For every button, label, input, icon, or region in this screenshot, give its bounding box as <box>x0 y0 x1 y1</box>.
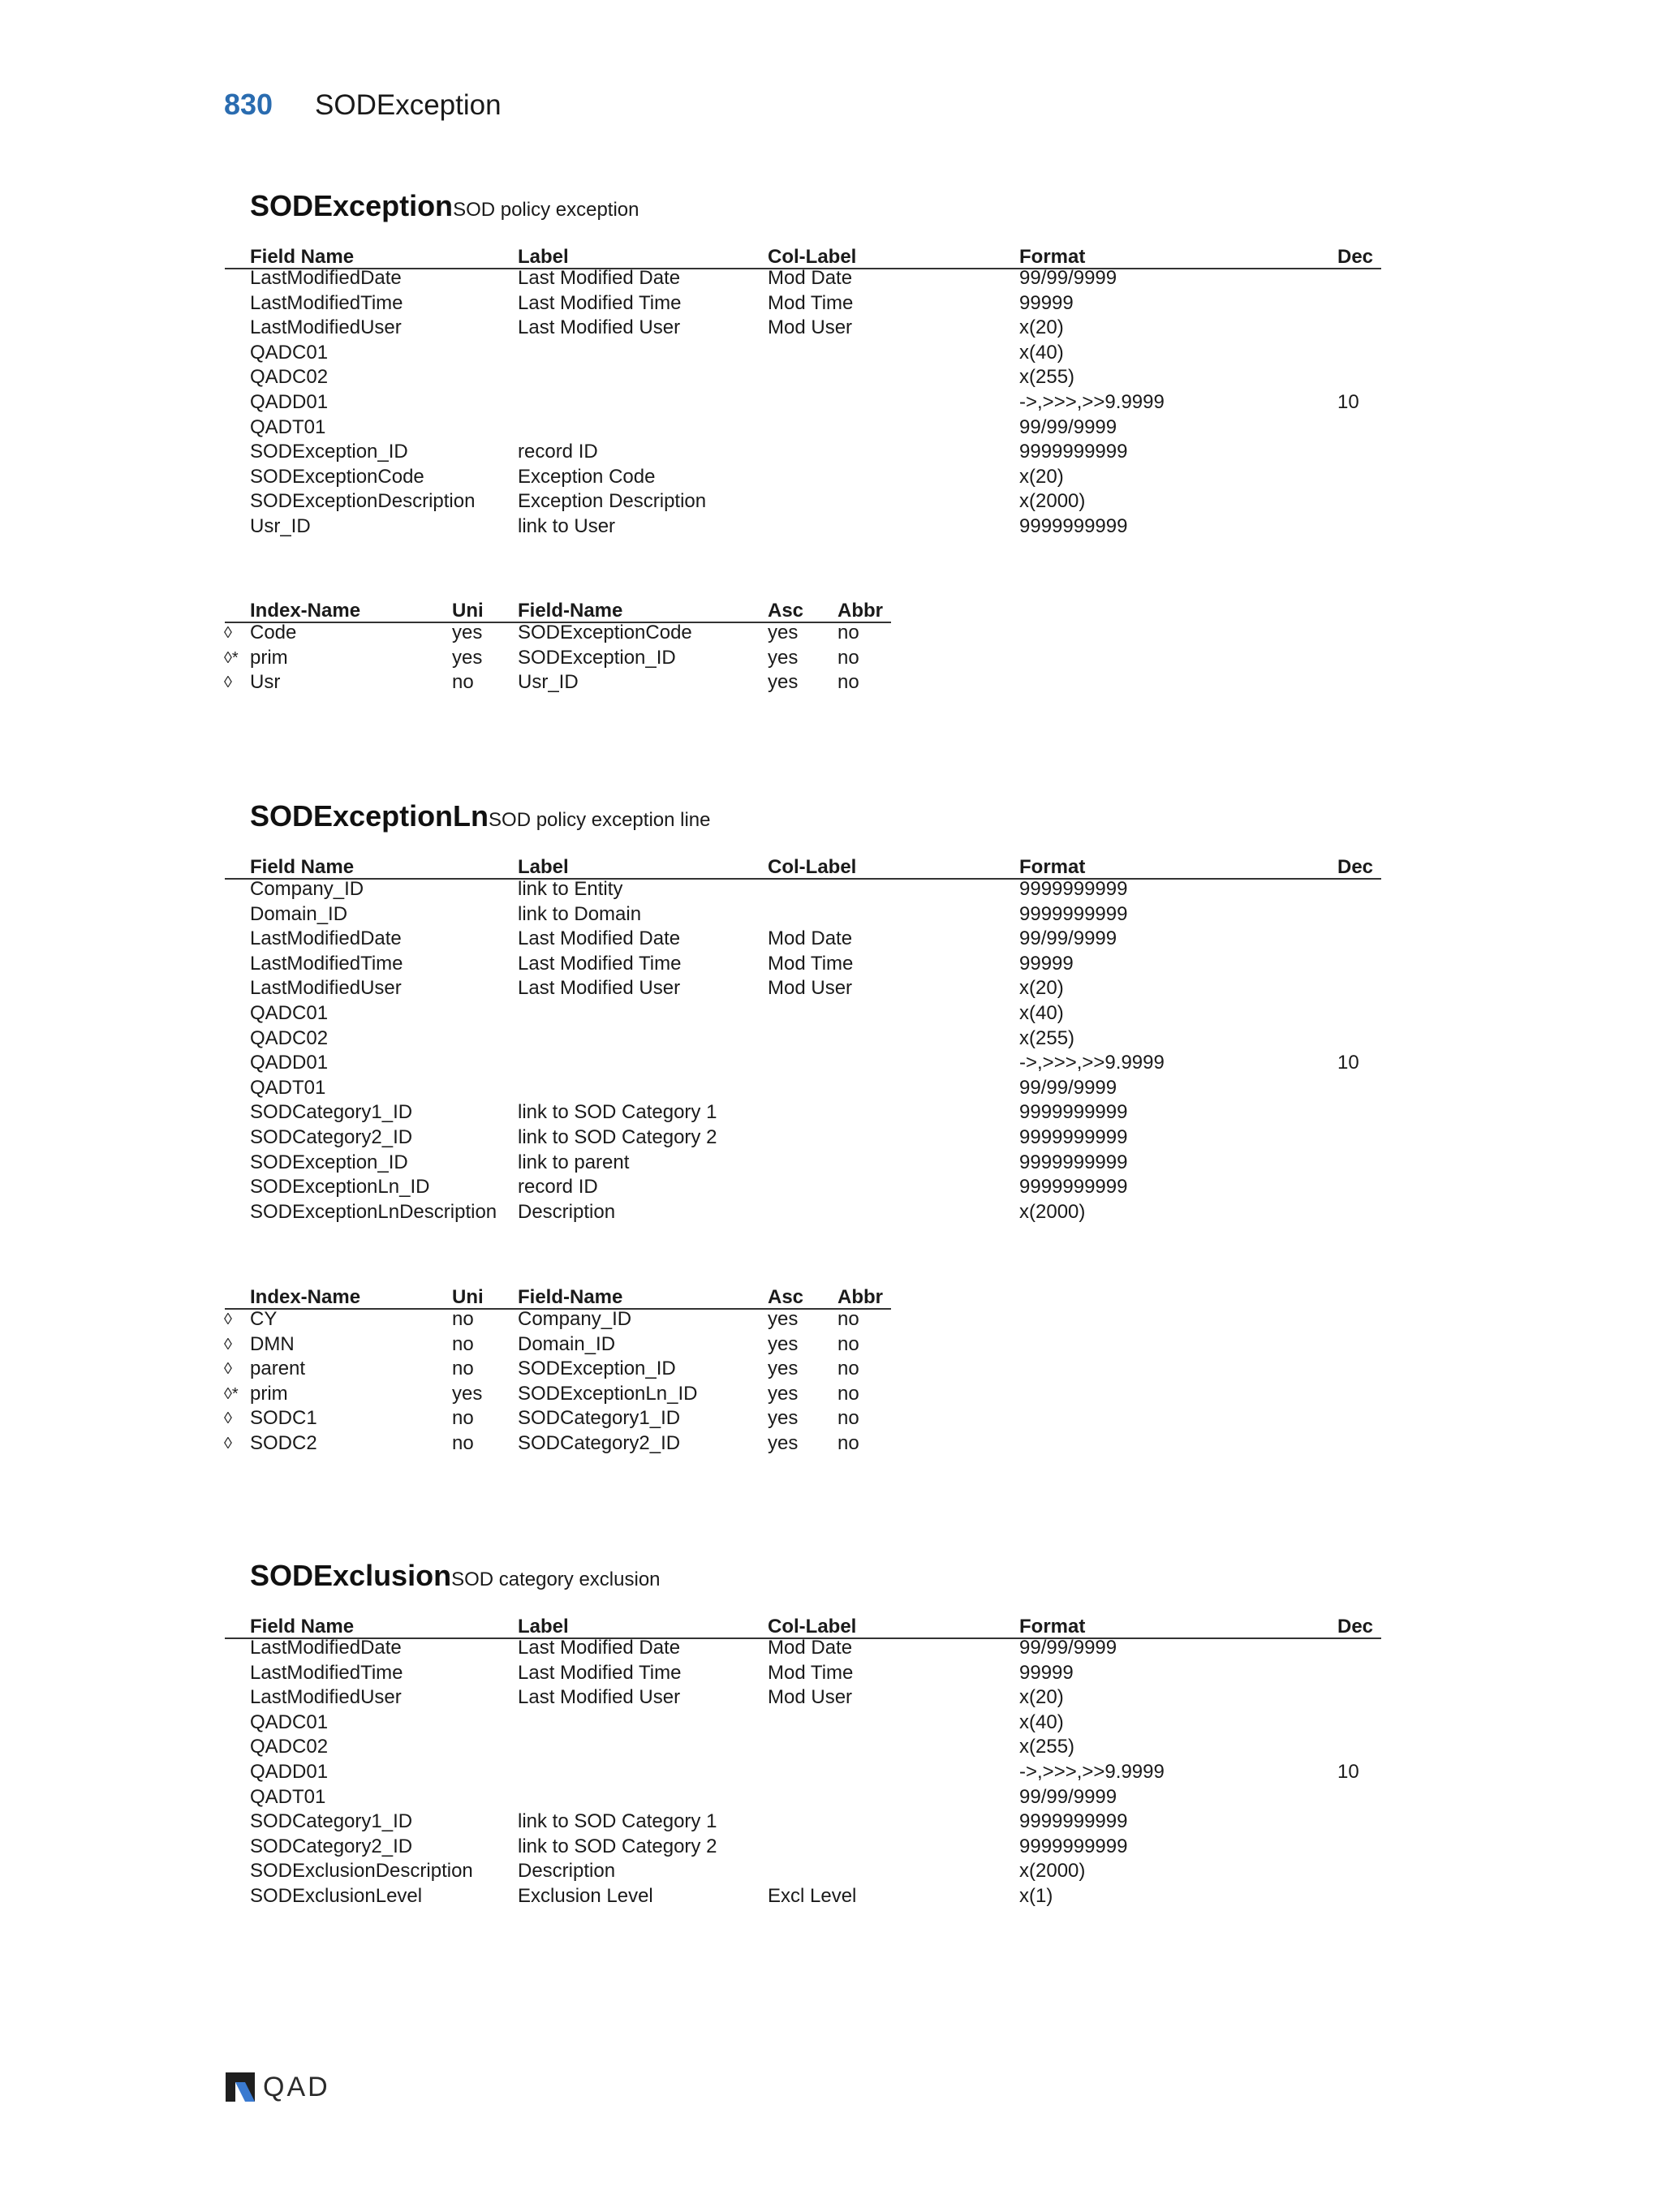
field-cell: Usr_ID <box>250 515 311 537</box>
field-row <box>0 1125 1662 1151</box>
field-row <box>0 1175 1662 1200</box>
field-cell: LastModifiedUser <box>250 977 402 1000</box>
field-cell: SODExceptionLn_ID <box>250 1176 430 1199</box>
field-cell: x(2000) <box>1019 1200 1086 1223</box>
index-marker: ◊ <box>224 1435 232 1452</box>
field-cell: SODException_ID <box>250 1151 408 1173</box>
table-name: SODExclusion <box>250 1559 452 1592</box>
field-cell: Description <box>518 1200 616 1223</box>
field-row <box>0 877 1662 902</box>
field-cell: x(20) <box>1019 977 1064 1000</box>
page-topic: SODException <box>315 89 502 121</box>
index-cell: no <box>837 1332 859 1355</box>
index-cell: no <box>837 1358 859 1380</box>
field-row <box>0 1151 1662 1176</box>
field-column-header: Dec <box>1337 246 1374 268</box>
index-cell: no <box>452 1308 474 1330</box>
index-cell: SODCategory2_ID <box>518 1432 681 1454</box>
field-row <box>0 415 1662 441</box>
index-marker: ◊ <box>224 673 232 692</box>
field-cell: LastModifiedTime <box>250 291 403 314</box>
field-column-header: Label <box>518 1616 569 1637</box>
index-cell: Usr_ID <box>518 671 579 694</box>
field-row <box>0 1661 1662 1686</box>
index-cell: no <box>837 1382 859 1405</box>
field-cell: 99999 <box>1019 291 1074 314</box>
index-column-header: Asc <box>768 600 804 622</box>
index-cell: no <box>837 1308 859 1330</box>
field-cell: QADD01 <box>250 1052 329 1074</box>
field-cell: SODExclusionLevel <box>250 1885 423 1907</box>
field-row <box>0 316 1662 341</box>
field-row <box>0 341 1662 366</box>
field-column-header: Format <box>1019 246 1086 268</box>
page-number: 830 <box>224 88 273 121</box>
field-row <box>0 1051 1662 1076</box>
field-cell: QADT01 <box>250 1785 326 1808</box>
field-cell: Mod Date <box>768 927 853 950</box>
field-cell: x(2000) <box>1019 1860 1086 1883</box>
field-cell: SODCategory2_ID <box>250 1126 413 1148</box>
field-cell: x(255) <box>1019 1026 1075 1049</box>
index-cell: Company_ID <box>518 1308 632 1330</box>
index-cell: yes <box>452 622 483 643</box>
field-row <box>0 1100 1662 1125</box>
index-cell: yes <box>768 1332 799 1355</box>
field-cell: ->,>>>,>>9.9999 <box>1019 391 1165 413</box>
field-cell: LastModifiedUser <box>250 1686 402 1709</box>
field-row <box>0 489 1662 514</box>
field-cell: link to SOD Category 1 <box>518 1810 717 1833</box>
field-cell: QADT01 <box>250 415 326 438</box>
qad-logo <box>224 2071 346 2103</box>
field-table-header <box>0 855 1662 880</box>
field-row <box>0 1884 1662 1909</box>
field-cell: record ID <box>518 441 598 463</box>
field-column-header: Label <box>518 246 569 268</box>
field-row <box>0 465 1662 490</box>
field-cell: Excl Level <box>768 1885 857 1907</box>
field-row <box>0 514 1662 540</box>
index-row <box>0 646 1662 671</box>
field-cell: Mod User <box>768 316 853 339</box>
field-cell: SODCategory1_ID <box>250 1810 413 1833</box>
field-cell: SODCategory2_ID <box>250 1835 413 1857</box>
index-cell: CY <box>250 1308 278 1330</box>
index-cell: yes <box>768 671 799 694</box>
field-column-header: Col-Label <box>768 1616 857 1637</box>
index-column-header: Field-Name <box>518 600 623 622</box>
field-cell: Mod Date <box>768 267 853 289</box>
field-cell: x(40) <box>1019 1002 1064 1024</box>
field-row <box>0 1026 1662 1052</box>
field-cell: 9999999999 <box>1019 515 1128 537</box>
index-marker: ◊* <box>224 648 239 667</box>
field-column-header: Field Name <box>250 1616 355 1637</box>
index-cell: Code <box>250 622 297 643</box>
index-row <box>0 1307 1662 1332</box>
field-cell: Last Modified User <box>518 977 681 1000</box>
field-cell: Last Modified Time <box>518 952 682 975</box>
index-marker: ◊ <box>224 1335 232 1353</box>
field-column-header: Dec <box>1337 1616 1374 1637</box>
index-table-header <box>0 1285 1662 1310</box>
index-cell: yes <box>768 1308 799 1330</box>
index-column-header: Field-Name <box>518 1286 623 1308</box>
field-row <box>0 266 1662 291</box>
field-cell: 9999999999 <box>1019 1835 1128 1857</box>
field-cell: QADC02 <box>250 1736 329 1758</box>
field-cell: Company_ID <box>250 878 364 900</box>
field-cell: link to SOD Category 1 <box>518 1101 717 1124</box>
field-row <box>0 1200 1662 1225</box>
index-cell: yes <box>768 646 799 669</box>
field-cell: Last Modified Date <box>518 927 681 950</box>
field-row <box>0 952 1662 977</box>
index-cell: prim <box>250 1382 288 1405</box>
field-column-header: Dec <box>1337 856 1374 878</box>
field-cell: 99/99/9999 <box>1019 1637 1117 1659</box>
index-cell: no <box>452 1432 474 1454</box>
field-cell: SODExceptionDescription <box>250 490 476 513</box>
field-cell: SODExceptionLnDescription <box>250 1200 497 1223</box>
field-cell: link to Domain <box>518 902 642 925</box>
index-cell: no <box>837 1407 859 1430</box>
index-row <box>0 1431 1662 1457</box>
field-cell: 10 <box>1337 1761 1359 1783</box>
field-cell: QADC01 <box>250 341 329 364</box>
field-cell: ->,>>>,>>9.9999 <box>1019 1052 1165 1074</box>
field-column-header: Field Name <box>250 246 355 268</box>
field-cell: SODCategory1_ID <box>250 1101 413 1124</box>
index-row <box>0 1357 1662 1382</box>
field-cell: Last Modified Date <box>518 267 681 289</box>
field-row <box>0 1835 1662 1860</box>
field-cell: Domain_ID <box>250 902 348 925</box>
field-cell: Last Modified Date <box>518 1637 681 1659</box>
field-row <box>0 927 1662 952</box>
field-cell: LastModifiedDate <box>250 927 402 950</box>
field-cell: QADC01 <box>250 1711 329 1733</box>
field-cell: 99/99/9999 <box>1019 927 1117 950</box>
field-row <box>0 390 1662 415</box>
field-cell: Mod Time <box>768 952 854 975</box>
field-cell: Exclusion Level <box>518 1885 653 1907</box>
index-column-header: Abbr <box>837 1286 883 1308</box>
field-cell: LastModifiedUser <box>250 316 402 339</box>
index-cell: SODException_ID <box>518 646 676 669</box>
index-table-header <box>0 599 1662 623</box>
index-cell: no <box>452 1407 474 1430</box>
field-cell: x(20) <box>1019 1686 1064 1709</box>
field-cell: link to parent <box>518 1151 630 1173</box>
field-cell: 10 <box>1337 1052 1359 1074</box>
field-cell: SODException_ID <box>250 441 408 463</box>
field-cell: 9999999999 <box>1019 1176 1128 1199</box>
field-cell: QADD01 <box>250 1761 329 1783</box>
index-cell: no <box>837 622 859 643</box>
field-cell: Mod Date <box>768 1637 853 1659</box>
index-row <box>0 670 1662 695</box>
field-cell: Mod User <box>768 977 853 1000</box>
index-cell: SODExceptionLn_ID <box>518 1382 698 1405</box>
index-cell: no <box>837 646 859 669</box>
field-cell: link to SOD Category 2 <box>518 1126 717 1148</box>
table-description: SOD category exclusion <box>451 1569 661 1590</box>
field-cell: LastModifiedDate <box>250 267 402 289</box>
field-row <box>0 1076 1662 1101</box>
field-row <box>0 440 1662 465</box>
field-cell: x(20) <box>1019 316 1064 339</box>
field-row <box>0 976 1662 1001</box>
index-column-header: Asc <box>768 1286 804 1308</box>
field-cell: Last Modified Time <box>518 291 682 314</box>
index-cell: no <box>452 1358 474 1380</box>
field-cell: SODExclusionDescription <box>250 1860 473 1883</box>
index-row <box>0 621 1662 646</box>
index-cell: SODC2 <box>250 1432 317 1454</box>
field-cell: Last Modified Time <box>518 1661 682 1684</box>
field-cell: SODExceptionCode <box>250 465 424 488</box>
index-marker: ◊ <box>224 1310 232 1328</box>
field-row <box>0 1001 1662 1026</box>
field-cell: 9999999999 <box>1019 1151 1128 1173</box>
field-cell: Mod Time <box>768 291 854 314</box>
field-cell: QADT01 <box>250 1076 326 1099</box>
index-cell: no <box>837 1432 859 1454</box>
field-column-header: Label <box>518 856 569 878</box>
field-row <box>0 1810 1662 1835</box>
field-cell: 99999 <box>1019 952 1074 975</box>
index-cell: SODC1 <box>250 1407 317 1430</box>
table-name: SODExceptionLn <box>250 799 489 833</box>
index-marker: ◊ <box>224 624 232 642</box>
index-cell: SODExceptionCode <box>518 622 692 643</box>
field-cell: 99/99/9999 <box>1019 1076 1117 1099</box>
field-row <box>0 1711 1662 1736</box>
index-column-header: Uni <box>452 1286 484 1308</box>
index-cell: no <box>452 671 474 694</box>
field-cell: QADC02 <box>250 1026 329 1049</box>
index-cell: no <box>452 1332 474 1355</box>
field-cell: x(2000) <box>1019 490 1086 513</box>
field-row <box>0 1685 1662 1711</box>
field-cell: LastModifiedTime <box>250 1661 403 1684</box>
index-cell: yes <box>768 1432 799 1454</box>
field-row <box>0 1785 1662 1810</box>
field-row <box>0 1735 1662 1760</box>
field-cell: Last Modified User <box>518 1686 681 1709</box>
field-cell: 99/99/9999 <box>1019 415 1117 438</box>
index-column-header: Index-Name <box>250 600 361 622</box>
field-cell: Mod User <box>768 1686 853 1709</box>
field-cell: record ID <box>518 1176 598 1199</box>
index-column-header: Index-Name <box>250 1286 361 1308</box>
table-name: SODException <box>250 189 454 222</box>
index-cell: yes <box>452 1382 483 1405</box>
index-cell: yes <box>768 1358 799 1380</box>
index-cell: SODException_ID <box>518 1358 676 1380</box>
field-cell: x(40) <box>1019 1711 1064 1733</box>
field-cell: LastModifiedDate <box>250 1637 402 1659</box>
index-row <box>0 1332 1662 1358</box>
field-cell: 9999999999 <box>1019 1101 1128 1124</box>
index-marker: ◊* <box>224 1384 239 1403</box>
field-cell: link to Entity <box>518 878 623 900</box>
field-column-header: Format <box>1019 1616 1086 1637</box>
table-description: SOD policy exception line <box>489 809 711 831</box>
field-row <box>0 1859 1662 1884</box>
index-cell: Usr <box>250 671 281 694</box>
field-cell: 10 <box>1337 391 1359 413</box>
table-description: SOD policy exception <box>453 199 639 221</box>
index-cell: yes <box>452 646 483 669</box>
field-cell: QADC01 <box>250 1002 329 1024</box>
field-cell: link to SOD Category 2 <box>518 1835 717 1857</box>
table-title <box>250 189 639 222</box>
index-column-header: Uni <box>452 600 484 622</box>
index-cell: parent <box>250 1358 306 1380</box>
field-cell: x(1) <box>1019 1885 1053 1907</box>
index-row <box>0 1406 1662 1431</box>
field-cell: Exception Code <box>518 465 656 488</box>
field-row <box>0 365 1662 390</box>
field-cell: link to User <box>518 515 616 537</box>
field-cell: 99/99/9999 <box>1019 1785 1117 1808</box>
field-row <box>0 902 1662 927</box>
index-column-header: Abbr <box>837 600 883 622</box>
field-cell: QADC02 <box>250 366 329 389</box>
field-cell: 9999999999 <box>1019 1126 1128 1148</box>
field-cell: 9999999999 <box>1019 878 1128 900</box>
index-cell: SODCategory1_ID <box>518 1407 681 1430</box>
index-cell: prim <box>250 646 288 669</box>
index-cell: yes <box>768 622 799 643</box>
field-cell: LastModifiedTime <box>250 952 403 975</box>
index-cell: no <box>837 671 859 694</box>
table-title <box>250 799 711 833</box>
qad-logo-text: QAD <box>263 2072 330 2102</box>
index-cell: yes <box>768 1382 799 1405</box>
index-row <box>0 1382 1662 1407</box>
field-cell: 9999999999 <box>1019 1810 1128 1833</box>
index-cell: yes <box>768 1407 799 1430</box>
field-cell: 99/99/9999 <box>1019 267 1117 289</box>
field-cell: Description <box>518 1860 616 1883</box>
field-column-header: Field Name <box>250 856 355 878</box>
field-row <box>0 291 1662 316</box>
field-column-header: Col-Label <box>768 856 857 878</box>
index-cell: DMN <box>250 1332 295 1355</box>
field-column-header: Col-Label <box>768 246 857 268</box>
field-cell: Last Modified User <box>518 316 681 339</box>
index-marker: ◊ <box>224 1360 232 1379</box>
field-cell: x(40) <box>1019 341 1064 364</box>
field-cell: 9999999999 <box>1019 902 1128 925</box>
index-marker: ◊ <box>224 1409 232 1428</box>
field-row <box>0 1760 1662 1785</box>
field-cell: Exception Description <box>518 490 707 513</box>
index-cell: Domain_ID <box>518 1332 616 1355</box>
field-cell: ->,>>>,>>9.9999 <box>1019 1761 1165 1783</box>
field-cell: 99999 <box>1019 1661 1074 1684</box>
field-cell: QADD01 <box>250 391 329 413</box>
field-cell: Mod Time <box>768 1661 854 1684</box>
table-title <box>250 1561 661 1590</box>
field-row <box>0 1636 1662 1661</box>
field-cell: x(20) <box>1019 465 1064 488</box>
field-cell: 9999999999 <box>1019 441 1128 463</box>
qad-logo-icon <box>224 2071 256 2103</box>
field-cell: x(255) <box>1019 1736 1075 1758</box>
field-cell: x(255) <box>1019 366 1075 389</box>
field-column-header: Format <box>1019 856 1086 878</box>
